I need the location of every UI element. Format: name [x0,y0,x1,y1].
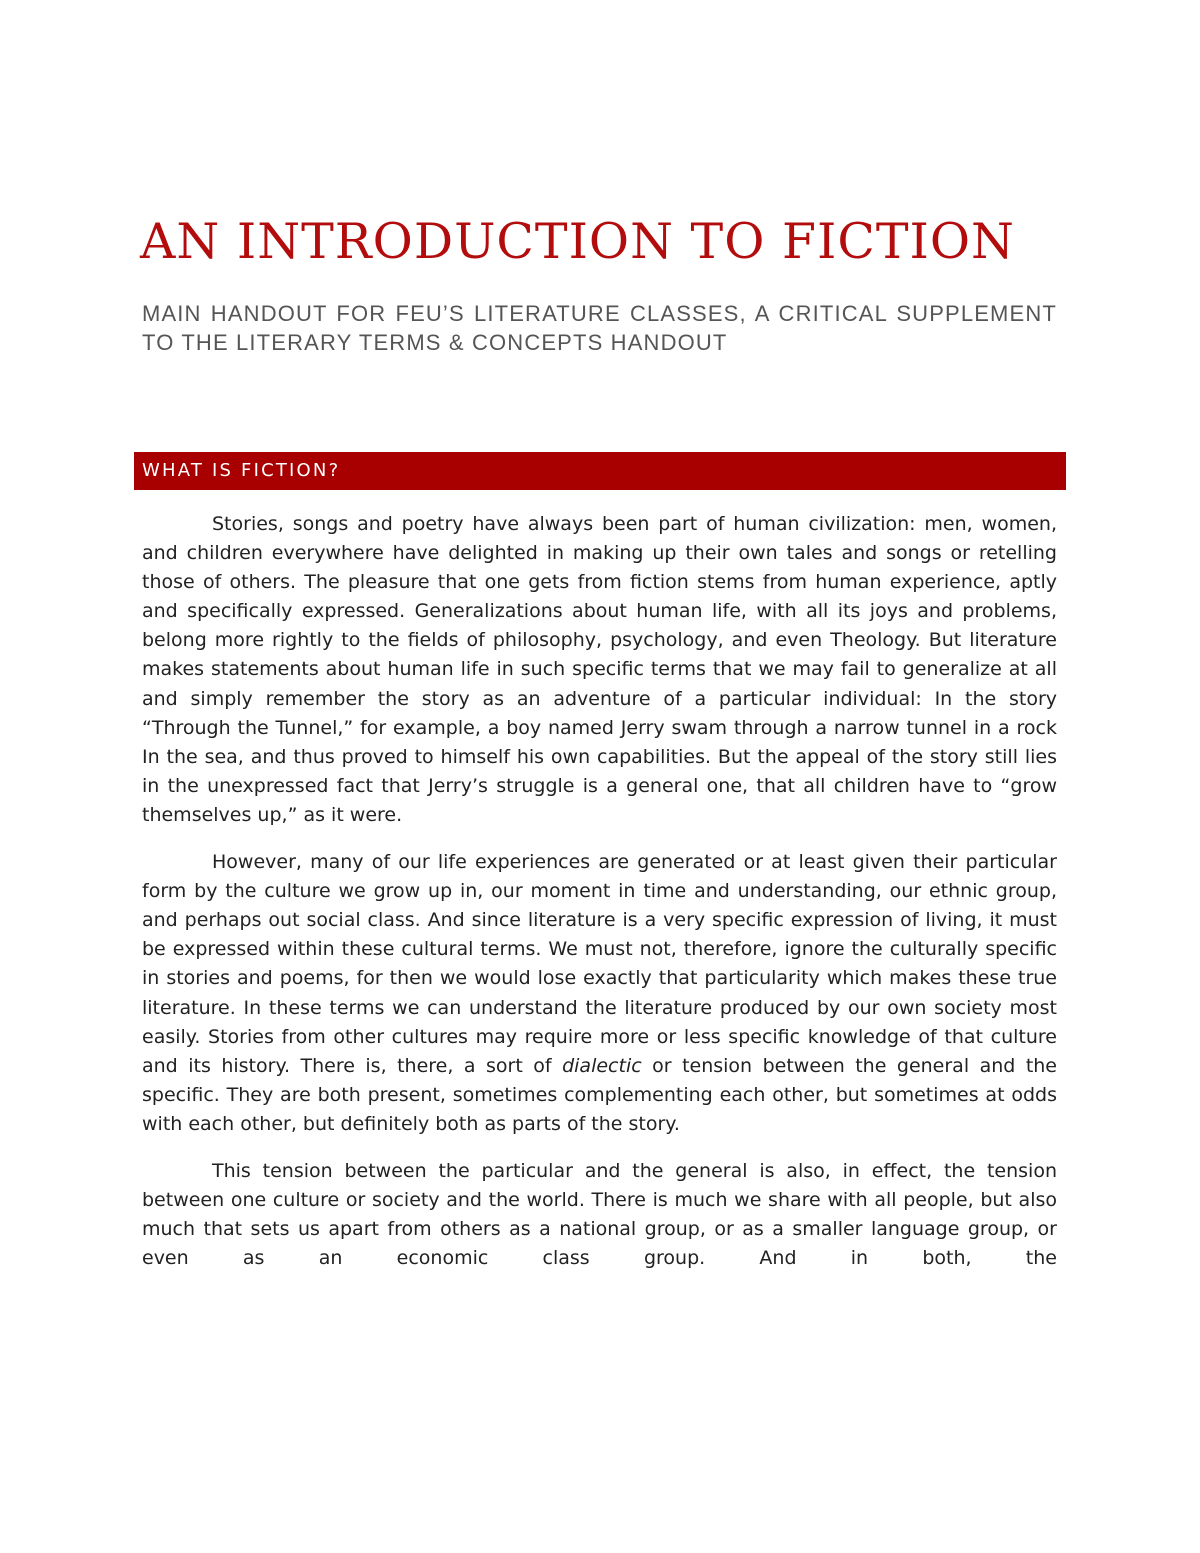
emphasis-dialectic: dialectic [562,1054,642,1077]
section-heading: WHAT IS FICTION? [142,460,341,481]
document-subtitle: MAIN HANDOUT FOR FEU’S LITERATURE CLASSES, A CRITICAL SUPPLEMENT TO THE LITERARY TERMS & CONCEPTS HANDOUT [142,301,1057,355]
paragraph-2-text-before: However, many of our life experiences are generated or at least given their particular form by the culture we grow up in, our moment in time and understanding, our ethnic group, and perhaps out social class. And since literature is a very specific expression of living, it must be expressed within these cultural terms. We must not, therefore, ignore the culturally specific in stories and poems, for then we would lose exactly that particularity which makes these true literature. In these terms we can understand the literature produced by our own society most easily. Stories from other cultures may require more or less specific knowledge of that culture and its history. There is, there, a sort of [142,851,1057,1077]
section-heading-bar [134,452,1066,490]
paragraph-2 [142,848,1057,1139]
paragraph-2-text-after: or tension between the general and the specific. They are both present, sometimes complementing each other, but sometimes at odds with each other, but definitely both as parts of the story. [142,1054,1057,1135]
paragraph-1: Stories, songs and poetry have always been part of human civilization: men, women, and children everywhere have delighted in making up their own tales and songs or retelling those of others. The pleasure that one gets from fiction stems from human experience, aptly and specifically expressed. Generalizations about human life, with all its joys and problems, belong more rightly to the fields of philosophy, psychology, and even Theology. But literature makes statements about human life in such specific terms that we may fail to generalize at all and simply remember the story as an adventure of a particular individual: In the story “Through the Tunnel,” for example, a boy named Jerry swam through a narrow tunnel in a rock In the sea, and thus proved to himself his own capabilities. But the appeal of the story still lies in the unexpressed fact that Jerry’s struggle is a general one, that all children have to “grow themselves up,” as it were. [142,513,1057,826]
section-body [142,510,1057,1291]
paragraph-3: This tension between the particular and the general is also, in effect, the tension between one culture or society and the world. There is much we share with all people, but also much that sets us apart from others as a national group, or as a smaller language group, or even as an economic class group. And in both, the [142,1159,1057,1270]
document-title: AN INTRODUCTION TO FICTION [140,213,1015,270]
